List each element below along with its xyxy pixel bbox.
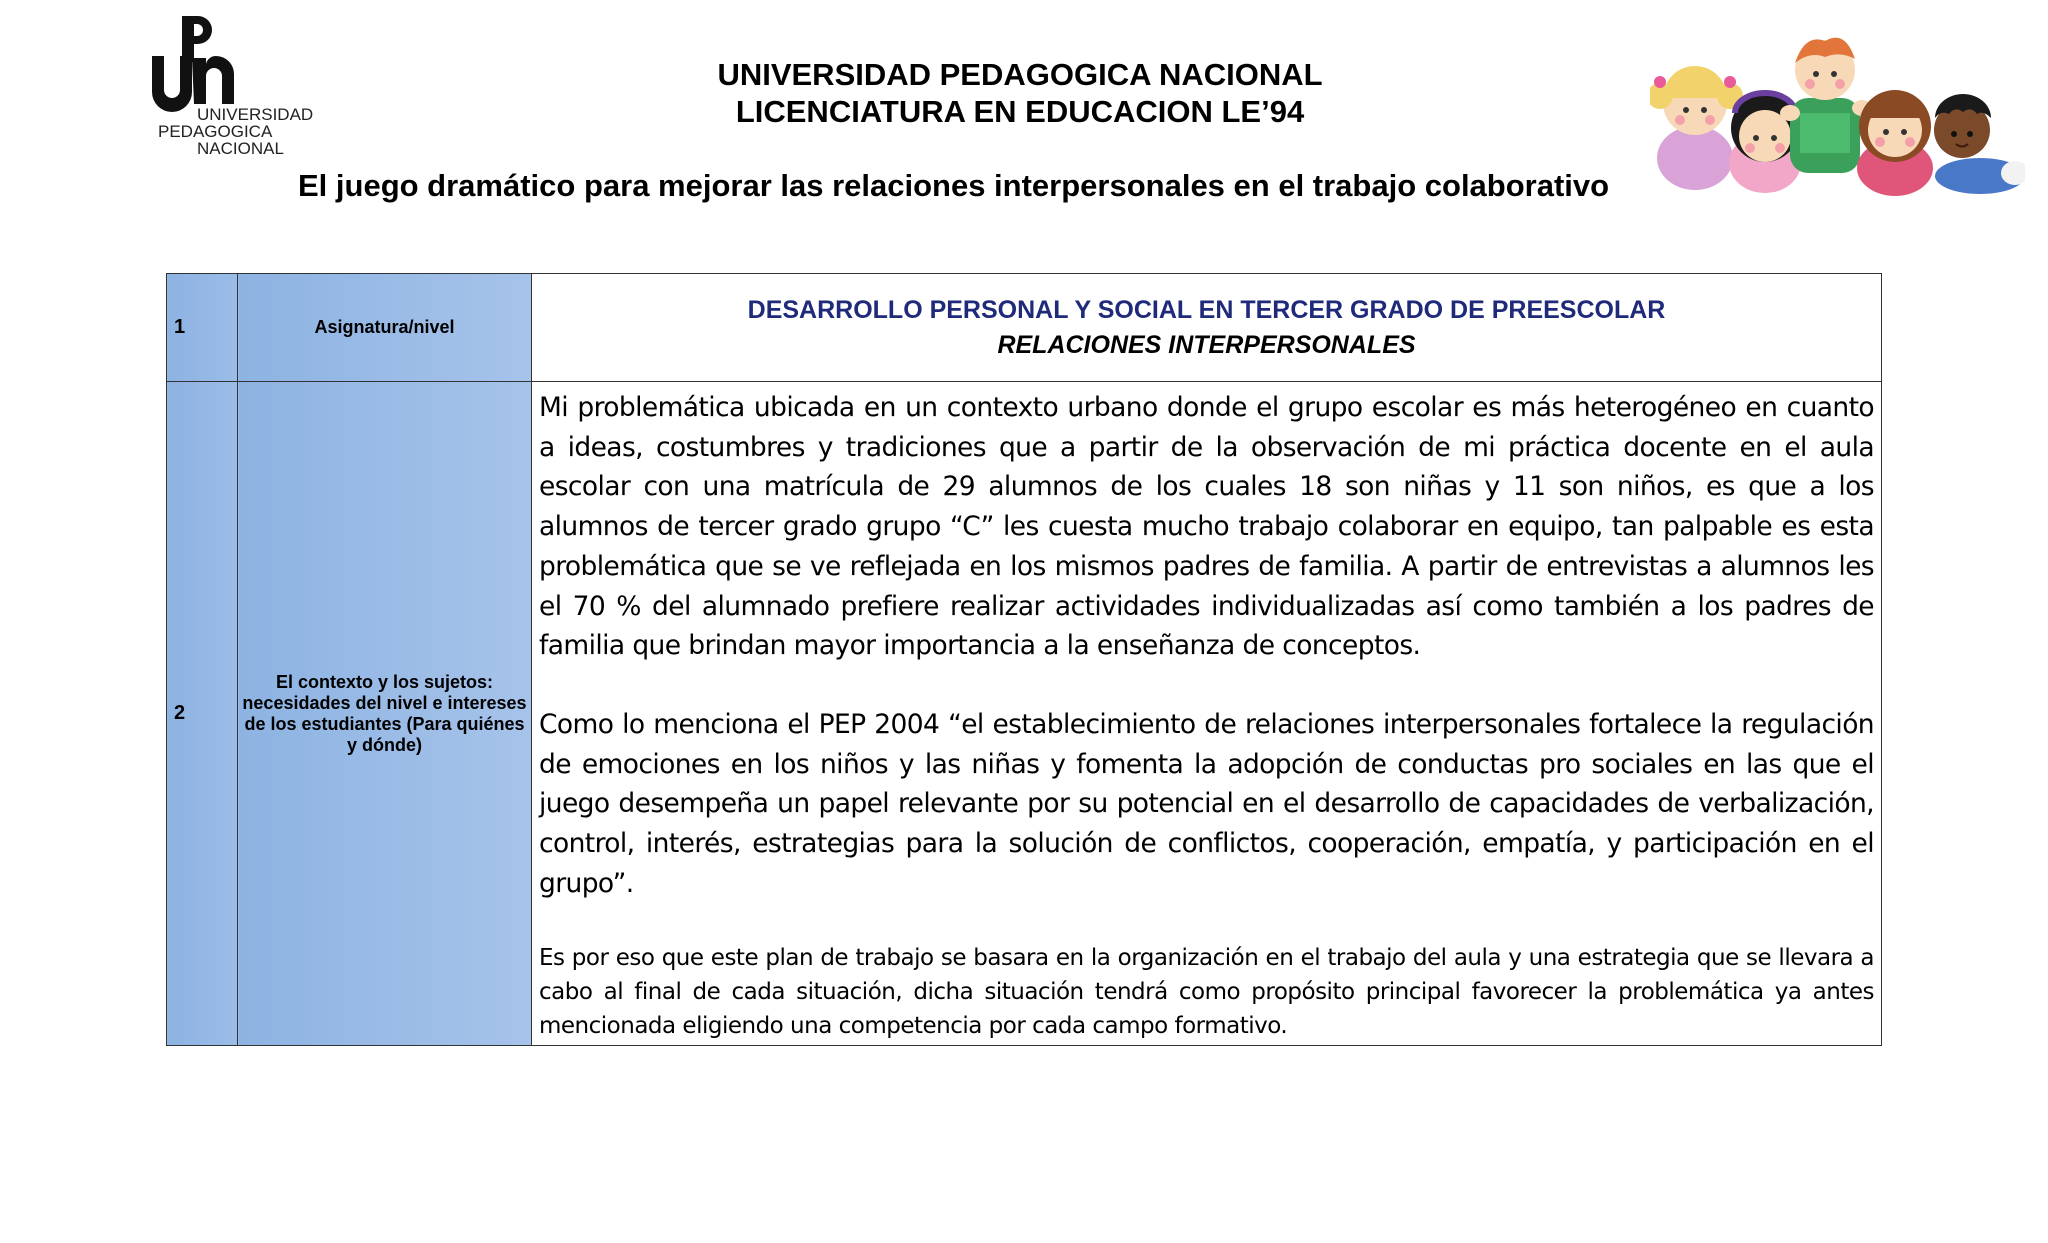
program-name: LICENCIATURA EN EDUCACION LE’94 [735,94,1305,129]
logo-line-1: UNIVERSIDAD [197,105,314,124]
subject-block [532,293,1881,363]
table-row [167,274,1882,382]
document-header [600,56,1440,130]
table-row [167,382,1882,1046]
university-name: UNIVERSIDAD PEDAGOGICA NACIONAL [717,57,1323,92]
upn-logo [150,14,320,159]
row-label: El contexto y los sujetos: necesidades del nivel e intereses de los estudiantes (Para quiénes y dónde) [238,382,532,1046]
logo-line-3: NACIONAL [197,139,284,158]
row-number: 1 [167,274,238,382]
children-illustration-icon [1650,18,2025,198]
context-paragraph-1: Mi problemática ubicada en un contexto urbano donde el grupo escolar es más heterogéneo en cuanto a ideas, costumbres y tradiciones que a partir de la observación de mi práctica docente en el aula escolar con una matrícula de 29 alumnos de los cuales 18 son niñas y 11 son niños, es que a los alumnos de tercer grado grupo “C” les cuesta mucho trabajo colaborar en equipo, tan palpable es esta problemática que se ve reflejada en los mismos padres de familia. A partir de entrevistas a alumnos les el 70 % del alumnado prefiere realizar actividades individualizadas así como también a los padres de familia que brindan mayor importancia a la enseñanza de conceptos. [539,392,1874,662]
logo-line-2: PEDAGOGICA [158,122,273,141]
row-number: 2 [167,382,238,1046]
subject-title: DESARROLLO PERSONAL Y SOCIAL EN TERCER GRADO DE PREESCOLAR [747,295,1666,324]
planning-table [166,273,1882,1046]
upn-logo-icon [150,14,250,114]
row-label: Asignatura/nivel [238,274,532,382]
row-content [532,274,1882,382]
children-illustration [1650,18,2025,198]
row-content [532,382,1882,1046]
document-title: El juego dramático para mejorar las relaciones interpersonales en el trabajo colaborativo [298,168,1610,203]
subject-subtitle: RELACIONES INTERPERSONALES [997,330,1416,359]
context-paragraph-2: Como lo menciona el PEP 2004 “el establecimiento de relaciones interpersonales fortalece la regulación de emociones en los niños y las niñas y fomenta la adopción de conductas pro sociales en las que el juego desempeña un papel relevante por su potencial en el desarrollo de capacidades de verbalización, control, interés, estrategias para la solución de conflictos, cooperación, empatía, y participación en el grupo”. [539,708,1874,899]
context-paragraph-3: Es por eso que este plan de trabajo se basara en la organización en el trabajo del aula y una estrategia que se llevara a cabo al final de cada situación, dicha situación tendrá como propósito principal favorecer la problemática ya antes mencionada eligiendo una competencia por cada campo formativo. [539,945,1874,1040]
